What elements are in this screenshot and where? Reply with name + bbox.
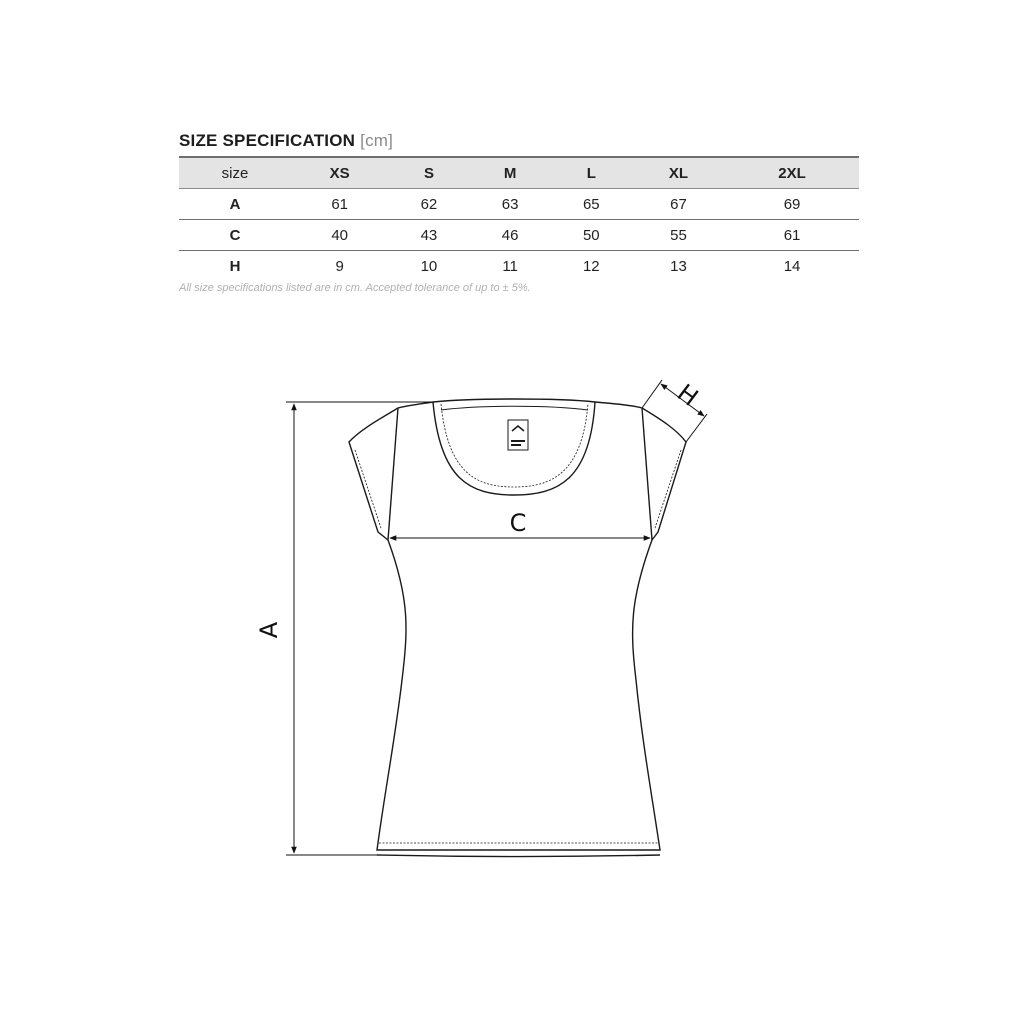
tshirt-outline	[349, 399, 686, 857]
table-cell: 10	[420, 257, 438, 275]
dimension-a	[286, 402, 433, 855]
spec-unit: [cm]	[360, 131, 394, 150]
table-cell: 69	[725, 189, 859, 220]
spec-title-text: SIZE SPECIFICATION	[179, 131, 356, 150]
size-header-cell: XS	[291, 157, 388, 189]
table-cell: 61	[725, 220, 859, 251]
size-header-cell: S	[388, 157, 469, 189]
table-cell: 43	[388, 220, 469, 251]
dimension-c-label: C	[509, 509, 527, 537]
size-header-cell: L	[551, 157, 632, 189]
table-cell: 65	[551, 189, 632, 220]
table-cell: 9	[335, 257, 344, 275]
neck-label	[508, 420, 528, 450]
tolerance-note: All size specifications listed are in cm. Accepted tolerance of up to ± 5%.	[179, 282, 531, 294]
table-cell: 63	[470, 189, 551, 220]
dimension-h-label: H	[671, 378, 704, 412]
table-cell: 14	[783, 257, 801, 275]
table-cell: 55	[632, 220, 725, 251]
size-header-label: size	[179, 157, 291, 189]
table-cell: 61	[291, 189, 388, 220]
table-cell: 50	[551, 220, 632, 251]
row-label: C	[179, 220, 291, 251]
size-header-cell: M	[470, 157, 551, 189]
size-header-cell: 2XL	[725, 157, 859, 189]
size-header-cell: XL	[632, 157, 725, 189]
dimension-a-label: A	[255, 621, 283, 639]
table-cell: 12	[582, 257, 600, 275]
table-cell: 46	[470, 220, 551, 251]
table-cell: 40	[291, 220, 388, 251]
row-label: H	[229, 257, 241, 275]
table-cell: 11	[502, 257, 518, 275]
row-label: A	[179, 189, 291, 220]
table-cell: 67	[632, 189, 725, 220]
table-cell: 62	[388, 189, 469, 220]
table-cell: 13	[670, 257, 687, 275]
